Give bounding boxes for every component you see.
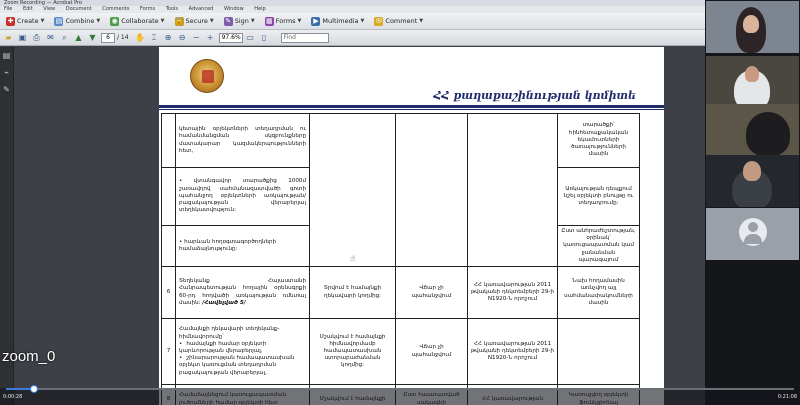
menu-document[interactable]: Document xyxy=(65,6,92,12)
open-folder-icon[interactable]: ▰ xyxy=(5,33,12,42)
email-icon[interactable]: ✉ xyxy=(47,33,54,42)
sign-button[interactable]: ✎ Sign ▼ xyxy=(225,16,255,25)
main-toolbar xyxy=(0,13,705,30)
menu-view[interactable]: View xyxy=(43,6,56,12)
lock-icon: 🔒 xyxy=(174,16,184,25)
table-row: • վտանգավոր տարածքից 1000մ շառավղով սահմանազատվածի գոտի պահանջող օբյեկտների առկայության/բացակայության վերաբերյալ տեղեկատվություն: Առկայության դեպքում նշել օբյեկտի բնույթը ու տեղադրումը: xyxy=(162,168,640,226)
menu-window[interactable]: Window xyxy=(223,6,244,12)
header-rule xyxy=(159,105,664,108)
zoom-in-icon[interactable]: ⊕ xyxy=(164,33,172,42)
document-viewport[interactable] xyxy=(14,47,705,405)
chevron-down-icon: ▼ xyxy=(40,18,45,24)
chevron-down-icon: ▼ xyxy=(419,18,424,24)
participant-face xyxy=(743,15,759,33)
current-time: 0:00:28 xyxy=(3,394,23,400)
menu-bar xyxy=(0,6,705,13)
create-icon: ✚ xyxy=(7,16,14,25)
navigation-toolbar xyxy=(0,30,705,46)
find-input[interactable]: Find xyxy=(281,33,329,43)
chevron-down-icon: ▼ xyxy=(297,18,302,24)
collaborate-icon: ◉ xyxy=(111,16,118,25)
pen-icon: ✎ xyxy=(225,16,232,25)
zoom-out-icon[interactable]: ⊖ xyxy=(178,33,186,42)
window-title: Zoom Recording — Acrobat Pro xyxy=(0,0,705,6)
film-icon: ▶ xyxy=(313,16,319,25)
header-rule-thin xyxy=(159,109,664,110)
participant-video-2[interactable] xyxy=(706,56,799,108)
chevron-down-icon: ▼ xyxy=(209,18,214,24)
save-icon[interactable]: ▣ xyxy=(18,33,27,42)
zoom-plus-icon[interactable]: + xyxy=(206,33,214,42)
chevron-down-icon: ▼ xyxy=(250,18,255,24)
total-time: 0:21:08 xyxy=(777,394,797,400)
zoom-level-input[interactable]: 97.6% xyxy=(219,33,243,43)
participant-video-5[interactable] xyxy=(706,208,799,260)
multimedia-button[interactable]: ▶ Multimedia ▼ xyxy=(313,16,365,25)
avatar-icon xyxy=(739,218,767,246)
participant-figure xyxy=(746,112,790,156)
participant-face xyxy=(743,161,761,181)
seek-bar[interactable] xyxy=(6,388,794,390)
menu-advanced[interactable]: Advanced xyxy=(188,6,214,12)
combine-icon: ▤ xyxy=(55,16,63,25)
pdf-page xyxy=(159,47,664,405)
forms-button[interactable]: ▦ Forms ▼ xyxy=(265,16,302,25)
forms-icon: ▦ xyxy=(265,16,273,25)
signature-icon[interactable]: ✎ xyxy=(3,85,10,94)
table-row: կետային օբյեկտների տեղադրման ու համանմանցման սկզբունքները մատակարար կազմակերպությունների հետ, ☝ տարածքի՝ հինհետաքակական եկամուտների ծառայությունների մասին xyxy=(162,114,640,168)
seek-handle[interactable] xyxy=(30,385,38,393)
combine-button[interactable]: ▤ Combine ▼ xyxy=(55,16,101,25)
comment-icon: ✉ xyxy=(375,16,382,25)
participant-face xyxy=(745,66,759,82)
search-icon[interactable]: ⌕ xyxy=(62,32,67,42)
secure-button[interactable]: 🔒 Secure ▼ xyxy=(174,16,214,25)
requirements-table xyxy=(161,113,640,405)
page-total: / 14 xyxy=(117,34,129,41)
fit-width-icon[interactable]: ▯ xyxy=(261,33,267,42)
arrow-down-icon[interactable]: ▼ xyxy=(89,33,96,42)
create-button[interactable]: ✚ Create ▼ xyxy=(7,16,45,25)
video-player-bar xyxy=(0,388,800,405)
participant-video-3[interactable] xyxy=(706,104,799,156)
chevron-down-icon: ▼ xyxy=(160,18,165,24)
participant-video-1[interactable] xyxy=(706,1,799,53)
page-number-input[interactable]: 6 xyxy=(101,33,115,43)
table-row: 6 Տեղեկանք Հայաստանի Հանրապետության հողային օրենսգրքի 60-րդ հոդվածի առկայության ռմնտալ մասին: /Հավելված 5/ Տրվում է համայնքի ղեկավարի կողմից: Վճար չի պահանջվում ՀՀ կառավարության 2011 թվականի դեկտեմբերի 29-ի N1920-Ն որոշում Նախ հողամասին առնչվող այլ սահմանափակումների մասին xyxy=(162,267,640,319)
menu-help[interactable]: Help xyxy=(254,6,266,12)
hand-tool-icon[interactable]: ✋ xyxy=(135,33,146,42)
menu-file[interactable]: File xyxy=(4,6,13,12)
table-row: • հարևան հողօգտագործողների համաձայնությունը: Ըստ անհրաժեշտության, օրինակ՝ կառուցապատման կամ ջանանման պարագայում xyxy=(162,226,640,267)
menu-tools[interactable]: Tools xyxy=(165,6,179,12)
fit-page-icon[interactable]: ▭ xyxy=(246,33,254,42)
coat-of-arms-logo xyxy=(190,59,224,93)
collaborate-button[interactable]: ◉ Collaborate ▼ xyxy=(111,16,165,25)
participant-video-strip xyxy=(705,0,800,405)
chevron-down-icon: ▼ xyxy=(360,18,365,24)
participant-video-4[interactable] xyxy=(706,155,799,207)
select-tool-icon[interactable]: ⌶ xyxy=(151,32,157,42)
pages-icon[interactable]: ▤ xyxy=(2,51,11,60)
arrow-up-icon[interactable]: ▲ xyxy=(75,33,82,42)
comment-button[interactable]: ✉ Comment ▼ xyxy=(375,16,424,25)
recording-label: zoom_0 xyxy=(2,348,56,365)
chevron-down-icon: ▼ xyxy=(96,18,101,24)
mouse-cursor-icon: ☝ xyxy=(350,253,355,263)
committee-title: ՀՀ քաղաքաշինության կոմիտե xyxy=(433,89,636,102)
menu-edit[interactable]: Edit xyxy=(22,6,33,12)
table-row: 7 Համայնքի ղեկավարի տեղեկանք-հիմնավորումը՝ • համայնքի համար օբյեկտի կարևորության վերաբերյալ, • շինարարության համապատասխան օբյեկտ կառուցման տեղադրման բացակայության վերաբերյալ, Մշակվում է համայնքի հիմնավորմամբ համապատասխան ստորաբաժանման կողմից: Վճար չի պահանջվում ՀՀ կառավարության 2011 թվականի դեկտեմբերի 29-ի N1920-Ն որոշում xyxy=(162,319,640,385)
print-icon[interactable]: ⎙ xyxy=(33,32,40,42)
attachment-icon[interactable]: ⌁ xyxy=(4,68,9,77)
menu-forms[interactable]: Forms xyxy=(139,6,156,12)
menu-comments[interactable]: Comments xyxy=(102,6,130,12)
zoom-minus-icon[interactable]: − xyxy=(192,33,200,42)
